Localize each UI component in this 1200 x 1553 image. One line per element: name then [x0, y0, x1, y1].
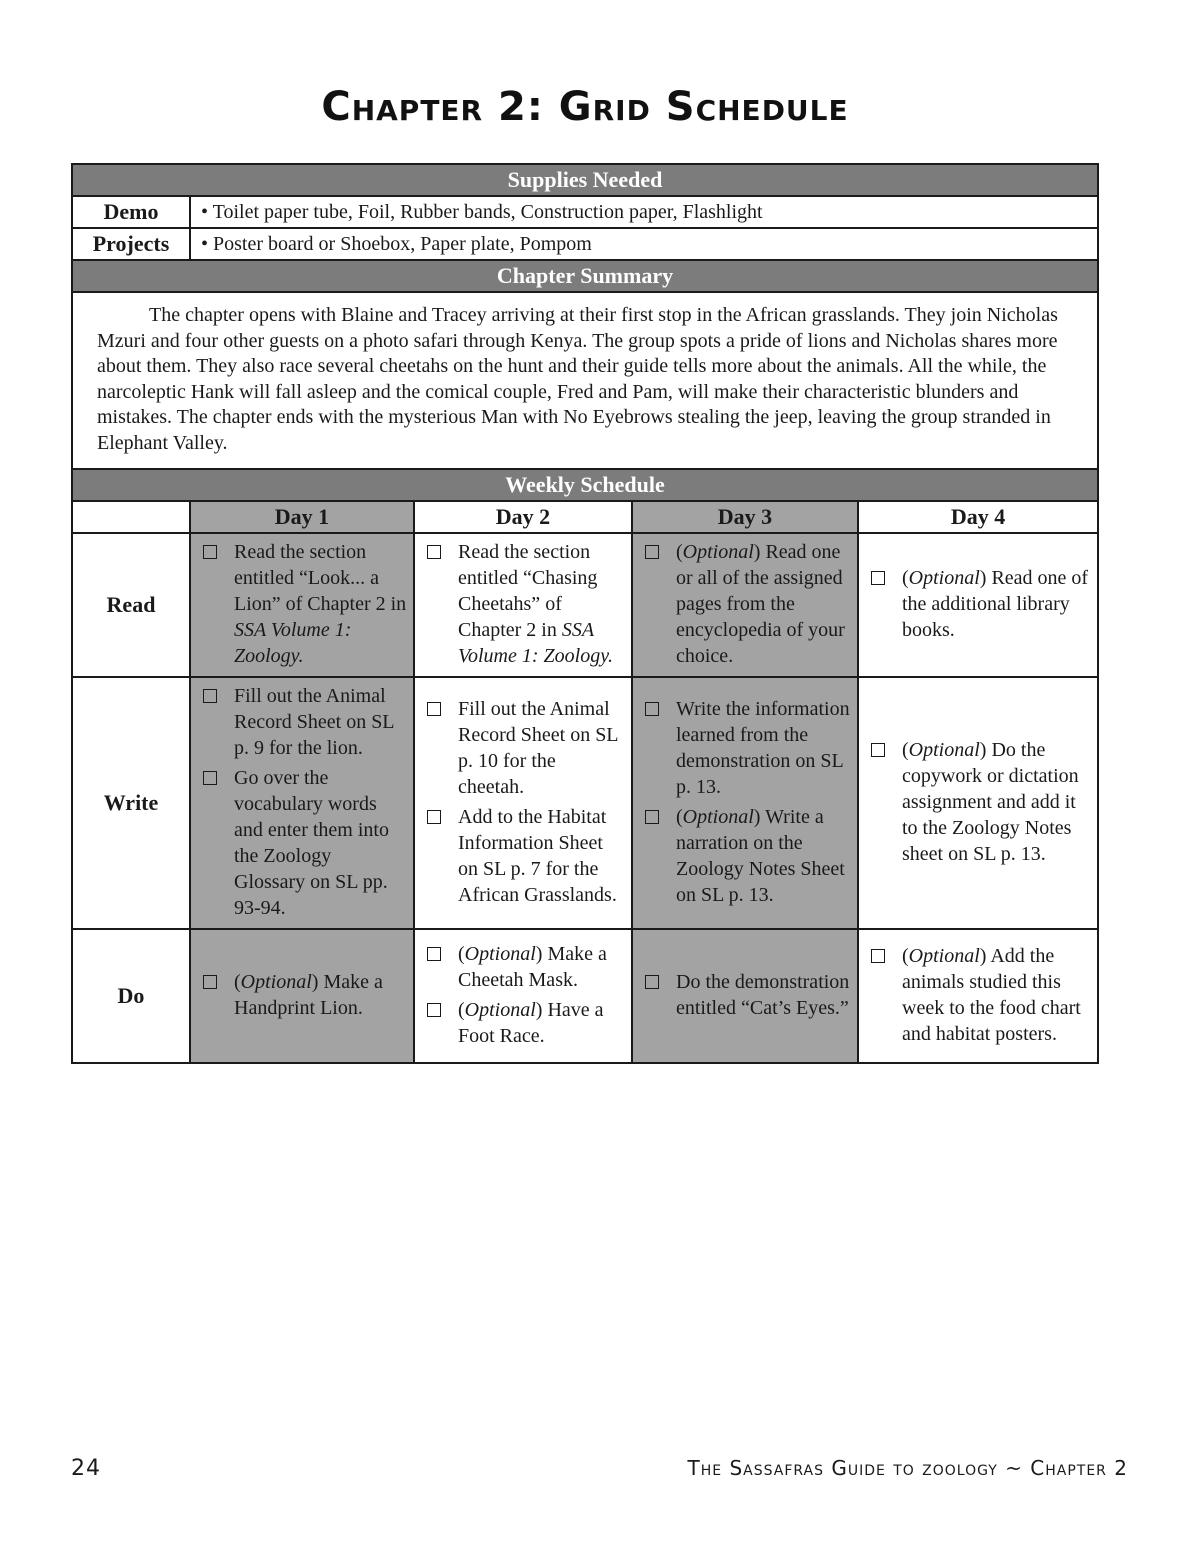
supplies-label: Projects — [72, 228, 190, 260]
task-text: Add to the Habitat Information Sheet on SL p. 7 for the African Grasslands. — [458, 806, 617, 906]
weekly-schedule-header: Weekly Schedule — [72, 469, 1098, 501]
checkbox-icon[interactable] — [645, 975, 659, 989]
task-text: (Optional) Make a Cheetah Mask. — [458, 943, 607, 991]
checkbox-icon[interactable] — [203, 975, 217, 989]
summary-text: The chapter opens with Blaine and Tracey arriving at their first stop in the African grasslands. They join Nicholas Mzuri and four other guests on a photo safari through Kenya. The group spots a pride of lions and Nicholas shares more about them. They also race several cheetahs on the hunt and their guide tells more about the animals. All the while, the narcoleptic Hank will fall asleep and the comical couple, Fred and Pam, will make their characteristic blunders and mistakes. The chapter ends with the mysterious Man with No Eyebrows stealing the jeep, leaving the group stranded in Elephant Valley. — [72, 292, 1098, 469]
page-title: Chapter 2: Grid Schedule — [321, 84, 849, 130]
schedule-cell — [190, 929, 414, 1063]
supplies-row-demo — [72, 196, 1098, 228]
task-item — [871, 737, 1091, 867]
schedule-cell — [414, 533, 632, 677]
schedule-cell — [858, 929, 1098, 1063]
row-label-do: Do — [72, 929, 190, 1063]
checkbox-icon[interactable] — [203, 771, 217, 785]
task-item — [645, 696, 851, 800]
summary-header: Chapter Summary — [72, 260, 1098, 292]
checkbox-icon[interactable] — [203, 545, 217, 559]
schedule-cell — [414, 929, 632, 1063]
supplies-text: • Toilet paper tube, Foil, Rubber bands, Construction paper, Flashlight — [190, 196, 1098, 228]
book-title: The Sassafras Guide to zoology ~ Chapter 2 — [687, 1456, 1128, 1480]
day-header-row — [72, 501, 1098, 533]
task-text: Fill out the Animal Record Sheet on SL p. 9 for the lion. — [234, 685, 394, 759]
checkbox-icon[interactable] — [871, 949, 885, 963]
day-2-header: Day 2 — [414, 501, 632, 533]
task-item — [645, 969, 851, 1021]
supplies-header: Supplies Needed — [72, 164, 1098, 196]
checkbox-icon[interactable] — [427, 545, 441, 559]
task-text: Go over the vocabulary words and enter them into the Zoology Glossary on SL pp. 93-94. — [234, 767, 389, 919]
day-4-header: Day 4 — [858, 501, 1098, 533]
task-text: (Optional) Add the animals studied this week to the food chart and habitat posters. — [902, 945, 1081, 1045]
task-item — [427, 804, 625, 908]
task-text: (Optional) Read one of the additional library books. — [902, 567, 1089, 641]
row-label-read: Read — [72, 533, 190, 677]
schedule-row-read — [72, 533, 1098, 677]
corner-cell — [72, 501, 190, 533]
day-1-header: Day 1 — [190, 501, 414, 533]
schedule-row-write — [72, 677, 1098, 929]
supplies-label: Demo — [72, 196, 190, 228]
checkbox-icon[interactable] — [871, 743, 885, 757]
schedule-cell — [632, 677, 858, 929]
checkbox-icon[interactable] — [427, 1003, 441, 1017]
checkbox-icon[interactable] — [427, 702, 441, 716]
supplies-row-projects — [72, 228, 1098, 260]
task-text: (Optional) Have a Foot Race. — [458, 999, 604, 1047]
grid-schedule-table — [71, 163, 1099, 1064]
task-item — [645, 539, 851, 669]
task-item — [203, 765, 407, 921]
task-text: (Optional) Write a narration on the Zoology Notes Sheet on SL p. 13. — [676, 806, 845, 906]
task-item — [203, 539, 407, 669]
checkbox-icon[interactable] — [645, 545, 659, 559]
schedule-cell — [190, 533, 414, 677]
checkbox-icon[interactable] — [871, 571, 885, 585]
schedule-cell — [190, 677, 414, 929]
page-number: 24 — [71, 1456, 101, 1481]
schedule-cell — [632, 533, 858, 677]
checkbox-icon[interactable] — [427, 947, 441, 961]
schedule-row-do — [72, 929, 1098, 1063]
task-item — [203, 969, 407, 1021]
task-text: Write the information learned from the demonstration on SL p. 13. — [676, 698, 850, 798]
checkbox-icon[interactable] — [427, 810, 441, 824]
task-item — [645, 804, 851, 908]
task-text: (Optional) Do the copywork or dictation assignment and add it to the Zoology Notes sheet on SL p. 13. — [902, 739, 1079, 865]
task-item — [871, 943, 1091, 1047]
task-text: Fill out the Animal Record Sheet on SL p. 10 for the cheetah. — [458, 698, 618, 798]
schedule-cell — [632, 929, 858, 1063]
schedule-cell — [858, 533, 1098, 677]
task-item — [427, 539, 625, 669]
checkbox-icon[interactable] — [645, 810, 659, 824]
task-item — [203, 683, 407, 761]
task-item — [427, 696, 625, 800]
supplies-text: • Poster board or Shoebox, Paper plate, Pompom — [190, 228, 1098, 260]
task-text: (Optional) Make a Handprint Lion. — [234, 971, 383, 1019]
task-text: Do the demonstration entitled “Cat’s Eyes.” — [676, 971, 850, 1019]
checkbox-icon[interactable] — [645, 702, 659, 716]
day-3-header: Day 3 — [632, 501, 858, 533]
checkbox-icon[interactable] — [203, 689, 217, 703]
task-item — [871, 565, 1091, 643]
row-label-write: Write — [72, 677, 190, 929]
task-item — [427, 997, 625, 1049]
task-text: (Optional) Read one or all of the assigned pages from the encyclopedia of your choice. — [676, 541, 845, 667]
task-text: Read the section entitled “Look... a Lion” of Chapter 2 in SSA Volume 1: Zoology. — [234, 541, 407, 667]
schedule-cell — [858, 677, 1098, 929]
task-item — [427, 941, 625, 993]
task-text: Read the section entitled “Chasing Cheetahs” of Chapter 2 in SSA Volume 1: Zoology. — [458, 541, 613, 667]
schedule-cell — [414, 677, 632, 929]
